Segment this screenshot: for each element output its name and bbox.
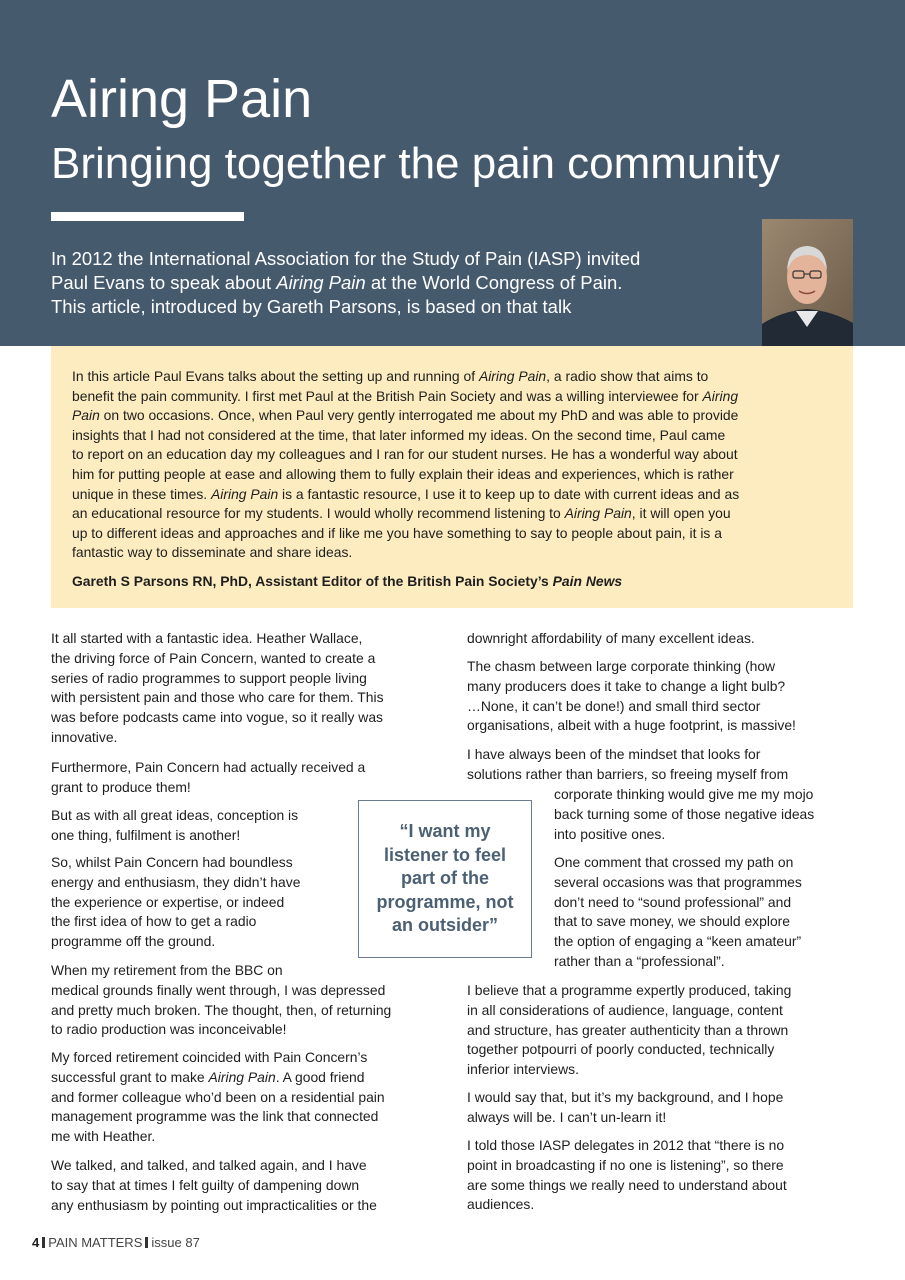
header-banner — [0, 0, 905, 346]
page-footer — [32, 1235, 200, 1250]
body-paragraph: I have always been of the mindset that looks for solutions rather than barriers, so freeing myself from — [467, 746, 789, 782]
body-paragraph: When my retirement from the BBC on medical grounds finally went through, I was depressed and pretty much broken. The thought, then, of returning to radio production was inconceivable! — [51, 962, 392, 1038]
intro-text: In 2012 the International Association for the Study of Pain (IASP) invited Paul Evans to speak about Airing Pain at the World Congress of Pain. This article, introduced by Gareth Parsons, is based on that talk — [51, 248, 641, 317]
body-paragraph: Furthermore, Pain Concern had actually received a grant to produce them! — [51, 759, 366, 795]
editor-signature: Gareth S Parsons RN, PhD, Assistant Editor of the British Pain Society’s Pain News — [72, 573, 623, 589]
pull-quote-box — [358, 800, 532, 958]
body-paragraph: We talked, and talked, and talked again, and I have to say that at times I felt guilty of dampening down any enthusiasm by pointing out impracticalities or the — [51, 1157, 377, 1213]
body-paragraph: I told those IASP delegates in 2012 that “there is no point in broadcasting if no one is listening”, so there are some things we really need to understand about audiences. — [467, 1137, 787, 1213]
body-paragraph: The chasm between large corporate thinking (how many producers does it take to change a light bulb? …None, it can’t be done!) and small third sector organisations, albeit with a huge footprint, is massive! — [467, 658, 796, 734]
pull-quote-text: “I want my listener to feel part of the programme, not an outsider” — [376, 821, 514, 936]
body-paragraph: My forced retirement coincided with Pain Concern’s successful grant to make Airing Pain. A good friend and former colleague who’d been on a residential pain management programme was the link that connected me with Heather. — [51, 1049, 385, 1145]
author-portrait — [762, 219, 853, 346]
separator-bar — [145, 1237, 148, 1248]
body-paragraph: But as with all great ideas, conception is one thing, fulfilment is another! — [51, 807, 299, 843]
editor-introduction-text: In this article Paul Evans talks about the setting up and running of Airing Pain, a radio show that aims to benefit the pain community. I first met Paul at the British Pain Society and was a willing interviewee for Airing Pain on two occasions. Once, when Paul very gently interrogated me about my PhD and was able to provide insights that I had not considered at the time, that later informed my ideas. On the second time, Paul came to report on an education day my colleagues and I ran for our student nurses. He has a wonderful way about him for putting people at ease and allowing them to fully explain their ideas and experiences, which is rather unique in these times. Airing Pain is a fantastic resource, I use it to keep up to date with current ideas and as an educational resource for my students. I would wholly recommend listening to Airing Pain, it will open you up to different ideas and approaches and if like me you have something to say to people about pain, it is a fantastic way to disseminate and share ideas. — [72, 368, 740, 561]
body-paragraph: So, whilst Pain Concern had boundless energy and enthusiasm, they didn’t have the experience or expertise, or indeed the first idea of how to get a radio programme off the ground. — [51, 854, 301, 950]
body-paragraph: One comment that crossed my path on several occasions was that programmes don’t need to “sound professional” and that to save money, we should explore the option of engaging a “keen amateur” rather than a “professional”. — [554, 854, 802, 969]
editor-introduction-box — [51, 346, 853, 608]
magazine-name: PAIN MATTERS — [48, 1235, 143, 1250]
page-number: 4 — [32, 1235, 40, 1250]
body-paragraph: downright affordability of many excellent ideas. — [467, 630, 755, 646]
issue-label: issue 87 — [151, 1235, 200, 1250]
separator-bar — [42, 1237, 45, 1248]
article-subtitle: Bringing together the pain community — [51, 139, 780, 188]
body-paragraph: corporate thinking would give me my mojo back turning some of those negative ideas into positive ones. — [554, 786, 815, 842]
body-paragraph: It all started with a fantastic idea. Heather Wallace, the driving force of Pain Concern, wanted to create a series of radio programmes to support people living with persistent pain and those who care for them. This was before podcasts came into vogue, so it really was innovative. — [51, 630, 384, 745]
body-paragraph: I would say that, but it’s my background, and I hope always will be. I can’t un-learn it! — [467, 1089, 784, 1125]
title-rule — [51, 212, 244, 221]
article-title: Airing Pain — [51, 69, 313, 129]
body-paragraph: I believe that a programme expertly produced, taking in all considerations of audience, language, content and structure, has greater authenticity than a thrown together potpourri of poorly conducted, technically inferior interviews. — [467, 982, 792, 1078]
